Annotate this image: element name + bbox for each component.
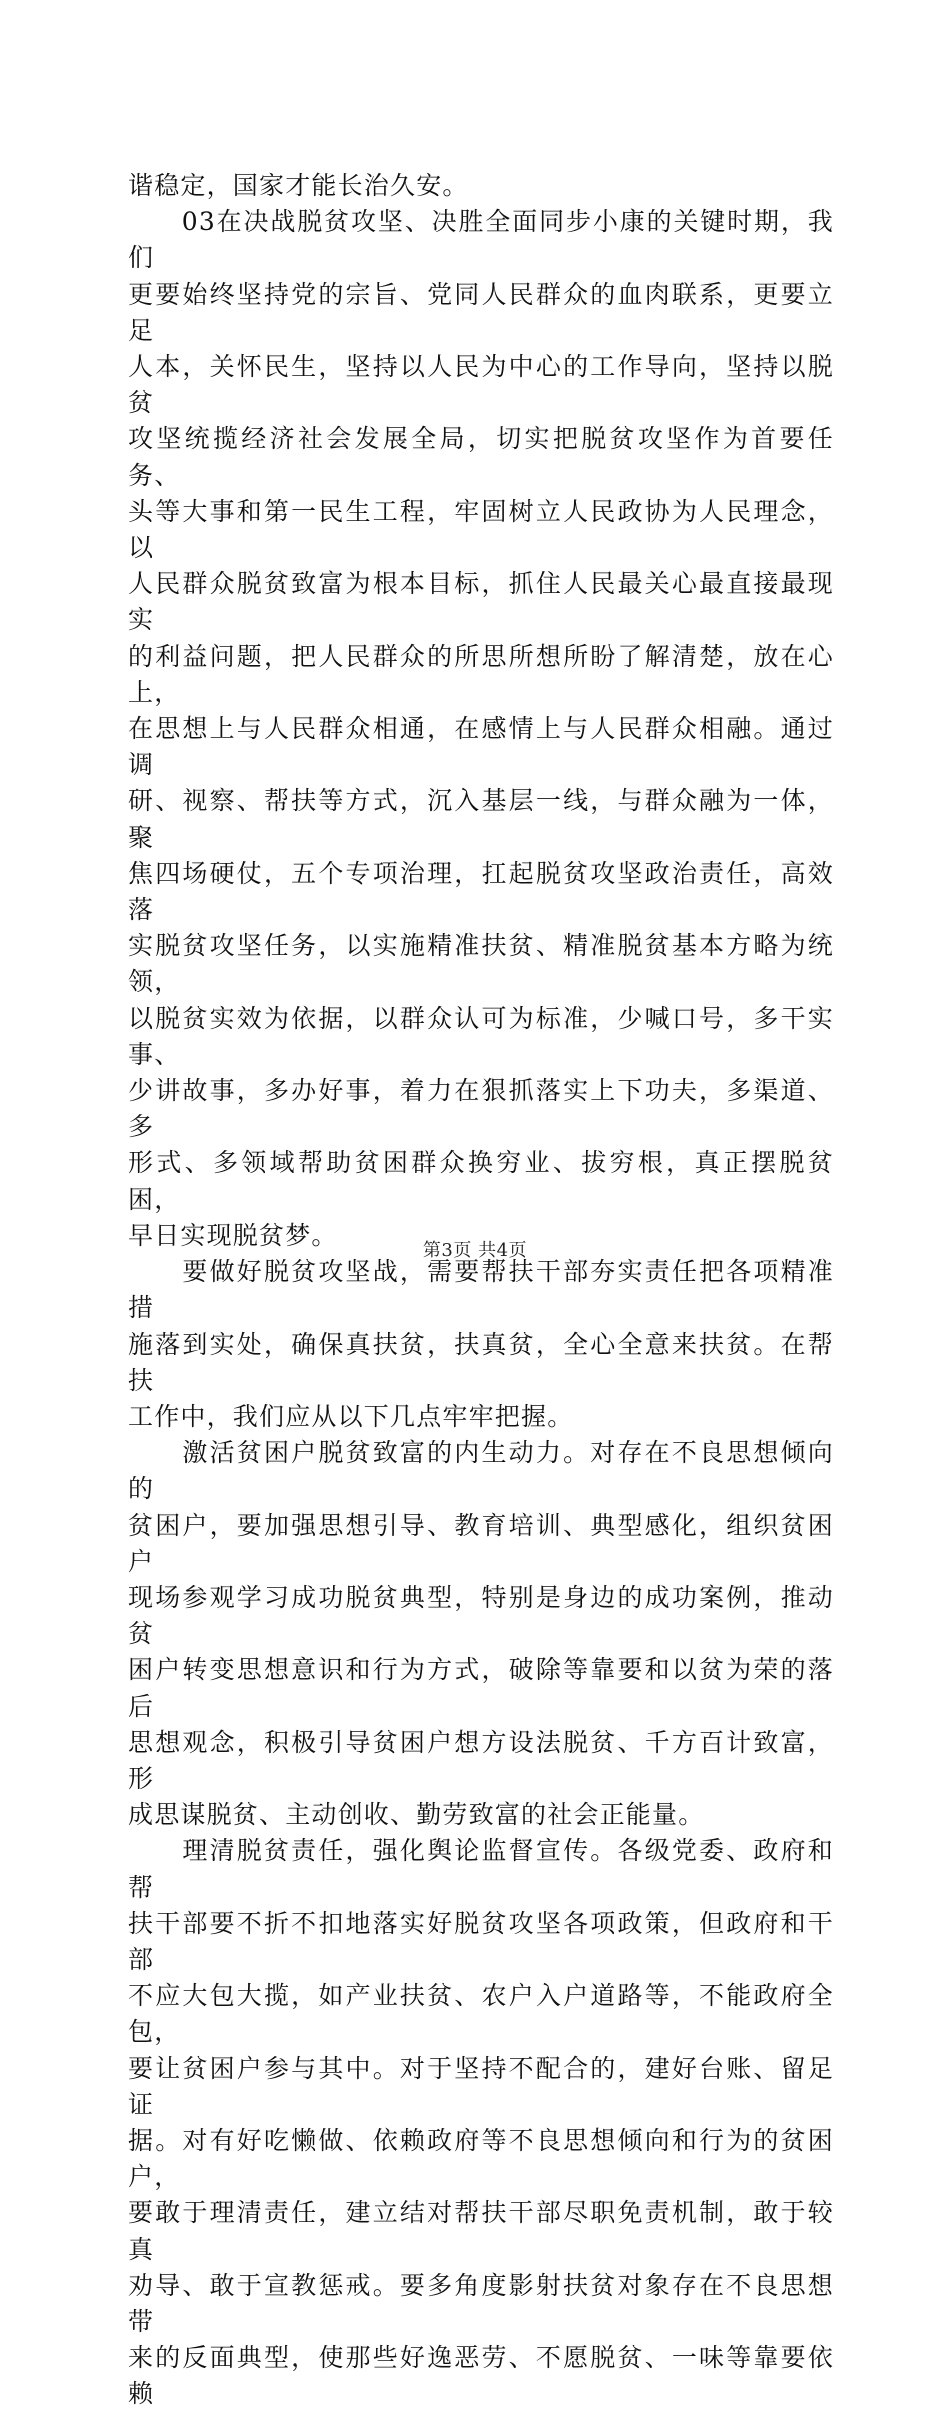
text-line: 成思谋脱贫、主动创收、勤劳致富的社会正能量。 [128,1800,705,1830]
document-body [128,168,834,2413]
text-line: 早日实现脱贫梦。 [128,1220,338,1250]
text-line: 不应大包大揽，如产业扶贫、农户入户道路等，不能政府全包， [128,1981,834,2047]
text-line: 据。对有好吃懒做、依赖政府等不良思想倾向和行为的贫困户， [128,2125,834,2192]
text-line: 施落到实处，确保真扶贫，扶真贫，全心全意来扶贫。在帮扶 [128,1329,834,1395]
text-line: 在思想上与人民群众相通，在感情上与人民群众相融。通过调 [128,714,834,780]
text-line: 03在决战脱贫攻坚、决胜全面同步小康的关键时期，我们 [128,207,834,273]
text-line: 研、视察、帮扶等方式，沉入基层一线，与群众融为一体，聚 [128,786,834,852]
text-line: 扶干部要不折不扣地落实好脱贫攻坚各项政策，但政府和干部 [128,1908,834,1974]
text-line: 贫困户，要加强思想引导、教育培训、典型感化，组织贫困户 [128,1510,834,1576]
text-line: 攻坚统揽经济社会发展全局，切实把脱贫攻坚作为首要任务、 [128,424,834,490]
text-line: 工作中，我们应从以下几点牢牢把握。 [128,1401,574,1431]
text-line: 少讲故事，多办好事，着力在狠抓落实上下功夫，多渠道、多 [128,1076,834,1142]
text-line: 人民群众脱贫致富为根本目标，抓住人民最关心最直接最现实 [128,569,834,635]
text-line: 人本，关怀民生，坚持以人民为中心的工作导向，坚持以脱贫 [128,352,834,418]
text-line: 头等大事和第一民生工程，牢固树立人民政协为人民理念，以 [128,496,834,563]
text-line: 劝导、敢于宣教惩戒。要多角度影射扶贫对象存在不良思想带 [128,2270,834,2336]
text-line: 要做好脱贫攻坚战，需要帮扶干部夯实责任把各项精准措 [128,1257,834,1323]
text-line: 要让贫困户参与其中。对于坚持不配合的，建好台账、留足证 [128,2053,834,2119]
text-line: 激活贫困户脱贫致富的内生动力。对存在不良思想倾向的 [128,1438,834,1504]
page-number-footer: 第3页 共4页 [422,1240,528,1261]
text-line: 以脱贫实效为依据，以群众认可为标准，少喊口号，多干实事、 [128,1003,834,1069]
text-line: 的利益问题，把人民群众的所思所想所盼了解清楚，放在心上， [128,641,834,707]
text-line: 更要始终坚持党的宗旨、党同人民群众的血肉联系，更要立足 [128,279,834,345]
text-line: 困户转变思想意识和行为方式，破除等靠要和以贫为荣的落后 [128,1655,834,1721]
text-line: 形式、多领域帮助贫困群众换穷业、拔穷根，真正摆脱贫困， [128,1148,834,1214]
text-line: 理清脱贫责任，强化舆论监督宣传。各级党委、政府和帮 [128,1836,834,1902]
text-line: 现场参观学习成功脱贫典型，特别是身边的成功案例，推动贫 [128,1582,834,1649]
text-line: 来的反面典型，使那些好逸恶劳、不愿脱贫、一味等靠要依赖 [128,2343,834,2409]
text-line: 谐稳定，国家才能长治久安。 [128,171,469,200]
text-line: 要敢于理清责任，建立结对帮扶干部尽职免责机制，敢于较真 [128,2198,834,2264]
text-line: 实脱贫攻坚任务，以实施精准扶贫、精准脱贫基本方略为统领， [128,931,834,997]
text-line: 思想观念，积极引导贫困户想方设法脱贫、千方百计致富，形 [128,1727,834,1793]
text-line: 焦四场硬仗，五个专项治理，扛起脱贫攻坚政治责任，高效落 [128,858,834,925]
